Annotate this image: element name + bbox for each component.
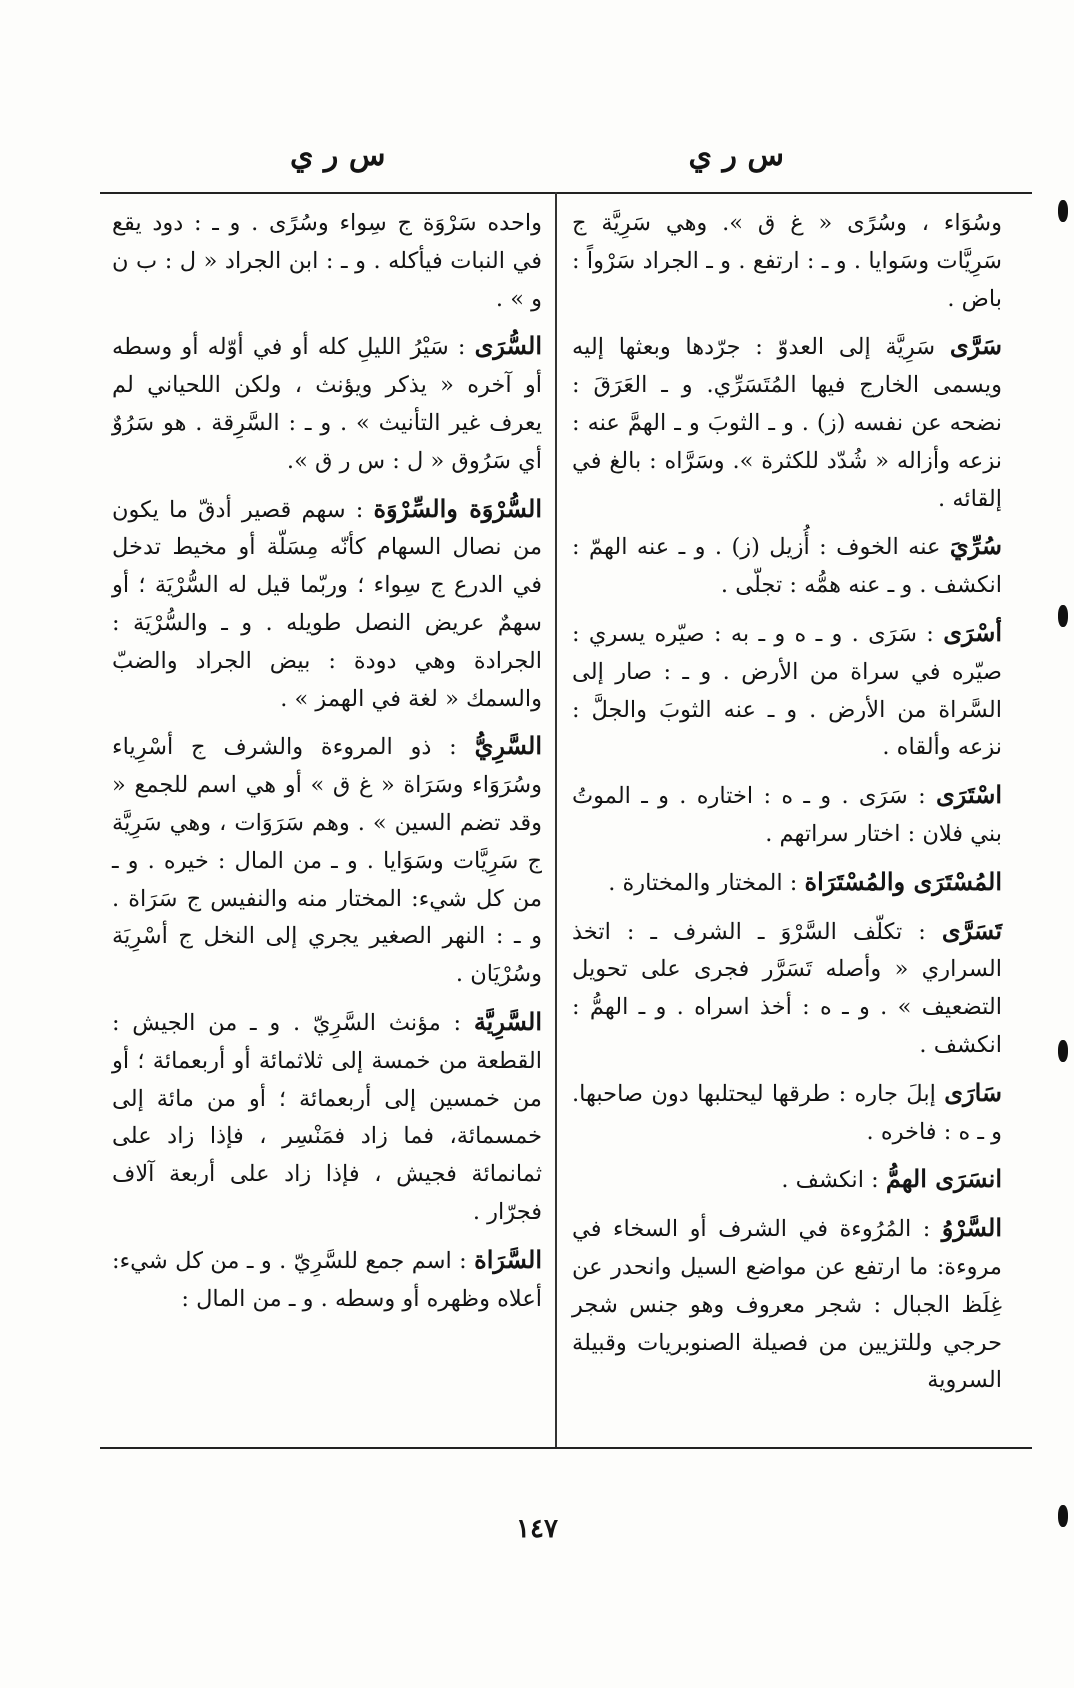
entry-definition: : سهم قصير أدقّ ما يكون من نصال السهام كأنّه مِسَلّة أو مخيط تدخل في الدرع ج سِواء ؛ وربّما قيل له السُّرْيَة ؛ أو سهمٌ عريض النصل طويله . و ـ والسُّرْيَة : الجرادة وهي دودة : بيض الجراد والضبّ والسمك « لغة في الهمز » . (112, 496, 542, 712)
dictionary-entry (572, 327, 1002, 518)
entry-headword: اسْتَرَى (935, 780, 1002, 810)
dictionary-entry (112, 490, 542, 719)
entry-headword: السُّرْوَة والسِّرْوَة (373, 493, 542, 523)
dictionary-entry (572, 863, 1002, 903)
entry-definition: : المختار والمختارة . (608, 869, 805, 896)
entry-headword: سُرِّيَ (949, 531, 1002, 561)
entry-headword: السُّرَى (474, 331, 542, 361)
entry-definition: سَرِيَّة إلى العدوّ : جرّدها وبعثها إليه ويسمى الخارج فيها المُتَسَرِّي. و ـ العَرَقَ : نضحه عن نفسه (ز) . و ـ الثوبَ و ـ الهمَّ عنه : نزعه وأزاله « شُدّد للكثرة ». وسَرَّاه : بالغ في إلقائه . (572, 334, 1002, 512)
dictionary-entry (572, 205, 1002, 318)
right-column (572, 205, 1002, 1409)
scan-edge-mark (1058, 1040, 1068, 1062)
dictionary-entry (112, 327, 542, 480)
entry-headword: سَارَى (944, 1077, 1002, 1107)
dictionary-entry (572, 912, 1002, 1065)
scan-edge-mark (1058, 1505, 1068, 1527)
entry-headword: المُسْتَرَى والمُسْتَرَاة (804, 866, 1002, 896)
entry-headword: أسْرَى (943, 617, 1002, 647)
left-column (112, 205, 542, 1327)
dictionary-entry (572, 1074, 1002, 1152)
entry-headword: السَّرِيَّة (473, 1006, 542, 1036)
page-number: ١٤٧ (516, 1514, 558, 1544)
running-header-right: س ر ي (688, 138, 784, 173)
dictionary-entry (572, 527, 1002, 605)
entry-definition: : سَرَى . و ـ ه و ـ به : صيّره يسري : صيّره في سراة من الأرض . و ـ : صار إلى السَّراة من الأرض . و ـ عنه الثوبَ والجلَّ : نزعه وألقاه . (572, 620, 1002, 761)
entry-definition: : المُرُوءة في الشرف أو السخاء في مروءة: ما ارتفع عن مواضع السيل وانحدر عن غِلَظ الجبال : شجر معروف وهو جنس شجر حرجي وللتزيين من فصيلة الصنوبريات وقبيلة السروية (572, 1216, 1002, 1394)
entry-headword: السَّرْوُ (941, 1213, 1002, 1243)
entry-definition: عنه الخوف : أُزيل (ز) . و ـ عنه الهمّ : انكشف . و ـ عنه همُّه : تجلّى . (572, 534, 1002, 599)
dictionary-entry (112, 1241, 542, 1319)
scan-edge-mark (1058, 605, 1068, 627)
dictionary-entry (572, 1160, 1002, 1200)
dictionary-entry (112, 205, 542, 318)
entry-definition: : ذو المروءة والشرف ج أسْرِياء وسُرَوَاء وسَرَاة « غ ق » أو هي اسم للجمع « وقد تضم السين » . وهم سَرَوَات ، وهي سَرِيَّة ج سَرِيَّات وسَوَايا . و ـ من المال : خيره . و ـ من كل شيء: المختار منه والنفيس ج سَرَاة . و ـ : النهر الصغير يجري إلى النخل ج أسْرِيَة وسُرْيَان . (112, 734, 542, 988)
entry-definition: : انكشف . (781, 1167, 886, 1194)
dictionary-entry (572, 776, 1002, 854)
entry-definition: : سَيْرُ الليلِ كله أو في أوّله أو وسطه أو آخره « يذكر ويؤنث ، ولكن اللحياني لم يعرف غير التأنيث » . و ـ : السَّرِقة . هو سَرُوٌ أي سَرُوق « ل : س ر ق ». (112, 334, 542, 474)
entry-headword: السَّرَاة (474, 1244, 542, 1274)
entry-definition: : اسم جمع للسَّرِيّ . و ـ من كل شيء: أعلاه وظهره أو وسطه . و ـ من المال : (112, 1247, 542, 1312)
entry-definition: وسُوَاء ، وسُرًى « غ ق ». وهي سَرِيَّة ج سَرِيَّات وسَوايا . و ـ : ارتفع . و ـ الجراد سَرْواً : باض . (572, 210, 1002, 312)
entry-definition: : سَرَى . و ـ ه : اختاره . و ـ الموتُ بني فلان : اختار سراتهم . (572, 783, 1002, 847)
entry-headword: السَّرِيُّ (474, 731, 542, 761)
entry-definition: إبلَ جاره : طرقها ليحتلبها دون صاحبها. و ـ ه : فاخره . (572, 1080, 1002, 1145)
entry-definition: واحده سَرْوَة ج سِواء وسُرًى . و ـ : دود يقع في النبات فيأكله . و ـ : ابن الجراد « ل : ب ن و » . (112, 210, 542, 312)
running-header-left: س ر ي (290, 138, 386, 173)
dictionary-entry (112, 1003, 542, 1232)
top-rule (100, 192, 1032, 194)
dictionary-entry (112, 727, 542, 994)
entry-definition: : تكلّف السَّرْوَ ـ الشرف ـ : اتخذ السراري « وأصله تَسَرَّر فجرى على تحويل التضعيف » . و ـ ه : أخذ اسراه . و ـ الهمُّ : انكشف . (572, 918, 1002, 1058)
dictionary-entry (572, 1209, 1002, 1400)
dictionary-entry (572, 614, 1002, 767)
entry-definition: : مؤنث السَّرِيّ . و ـ من الجيش : القطعة من خمسة إلى ثلاثمائة أو أربعمائة ؛ أو من خمسين إلى أربعمائة ؛ أو من مائة إلى خمسمائة، فما زاد فمَنْسِر ، فإذا زاد على ثمانمائة فجيش ، فإذا زاد على أربعة آلاف فجرّار . (112, 1009, 542, 1225)
entry-headword: سَرَّى (949, 331, 1002, 361)
scan-edge-mark (1058, 200, 1068, 222)
bottom-rule (100, 1447, 1032, 1449)
column-divider (555, 192, 557, 1447)
entry-headword: تَسَرَّى (941, 915, 1002, 945)
entry-headword: انسَرَى الهمُّ (885, 1164, 1002, 1194)
